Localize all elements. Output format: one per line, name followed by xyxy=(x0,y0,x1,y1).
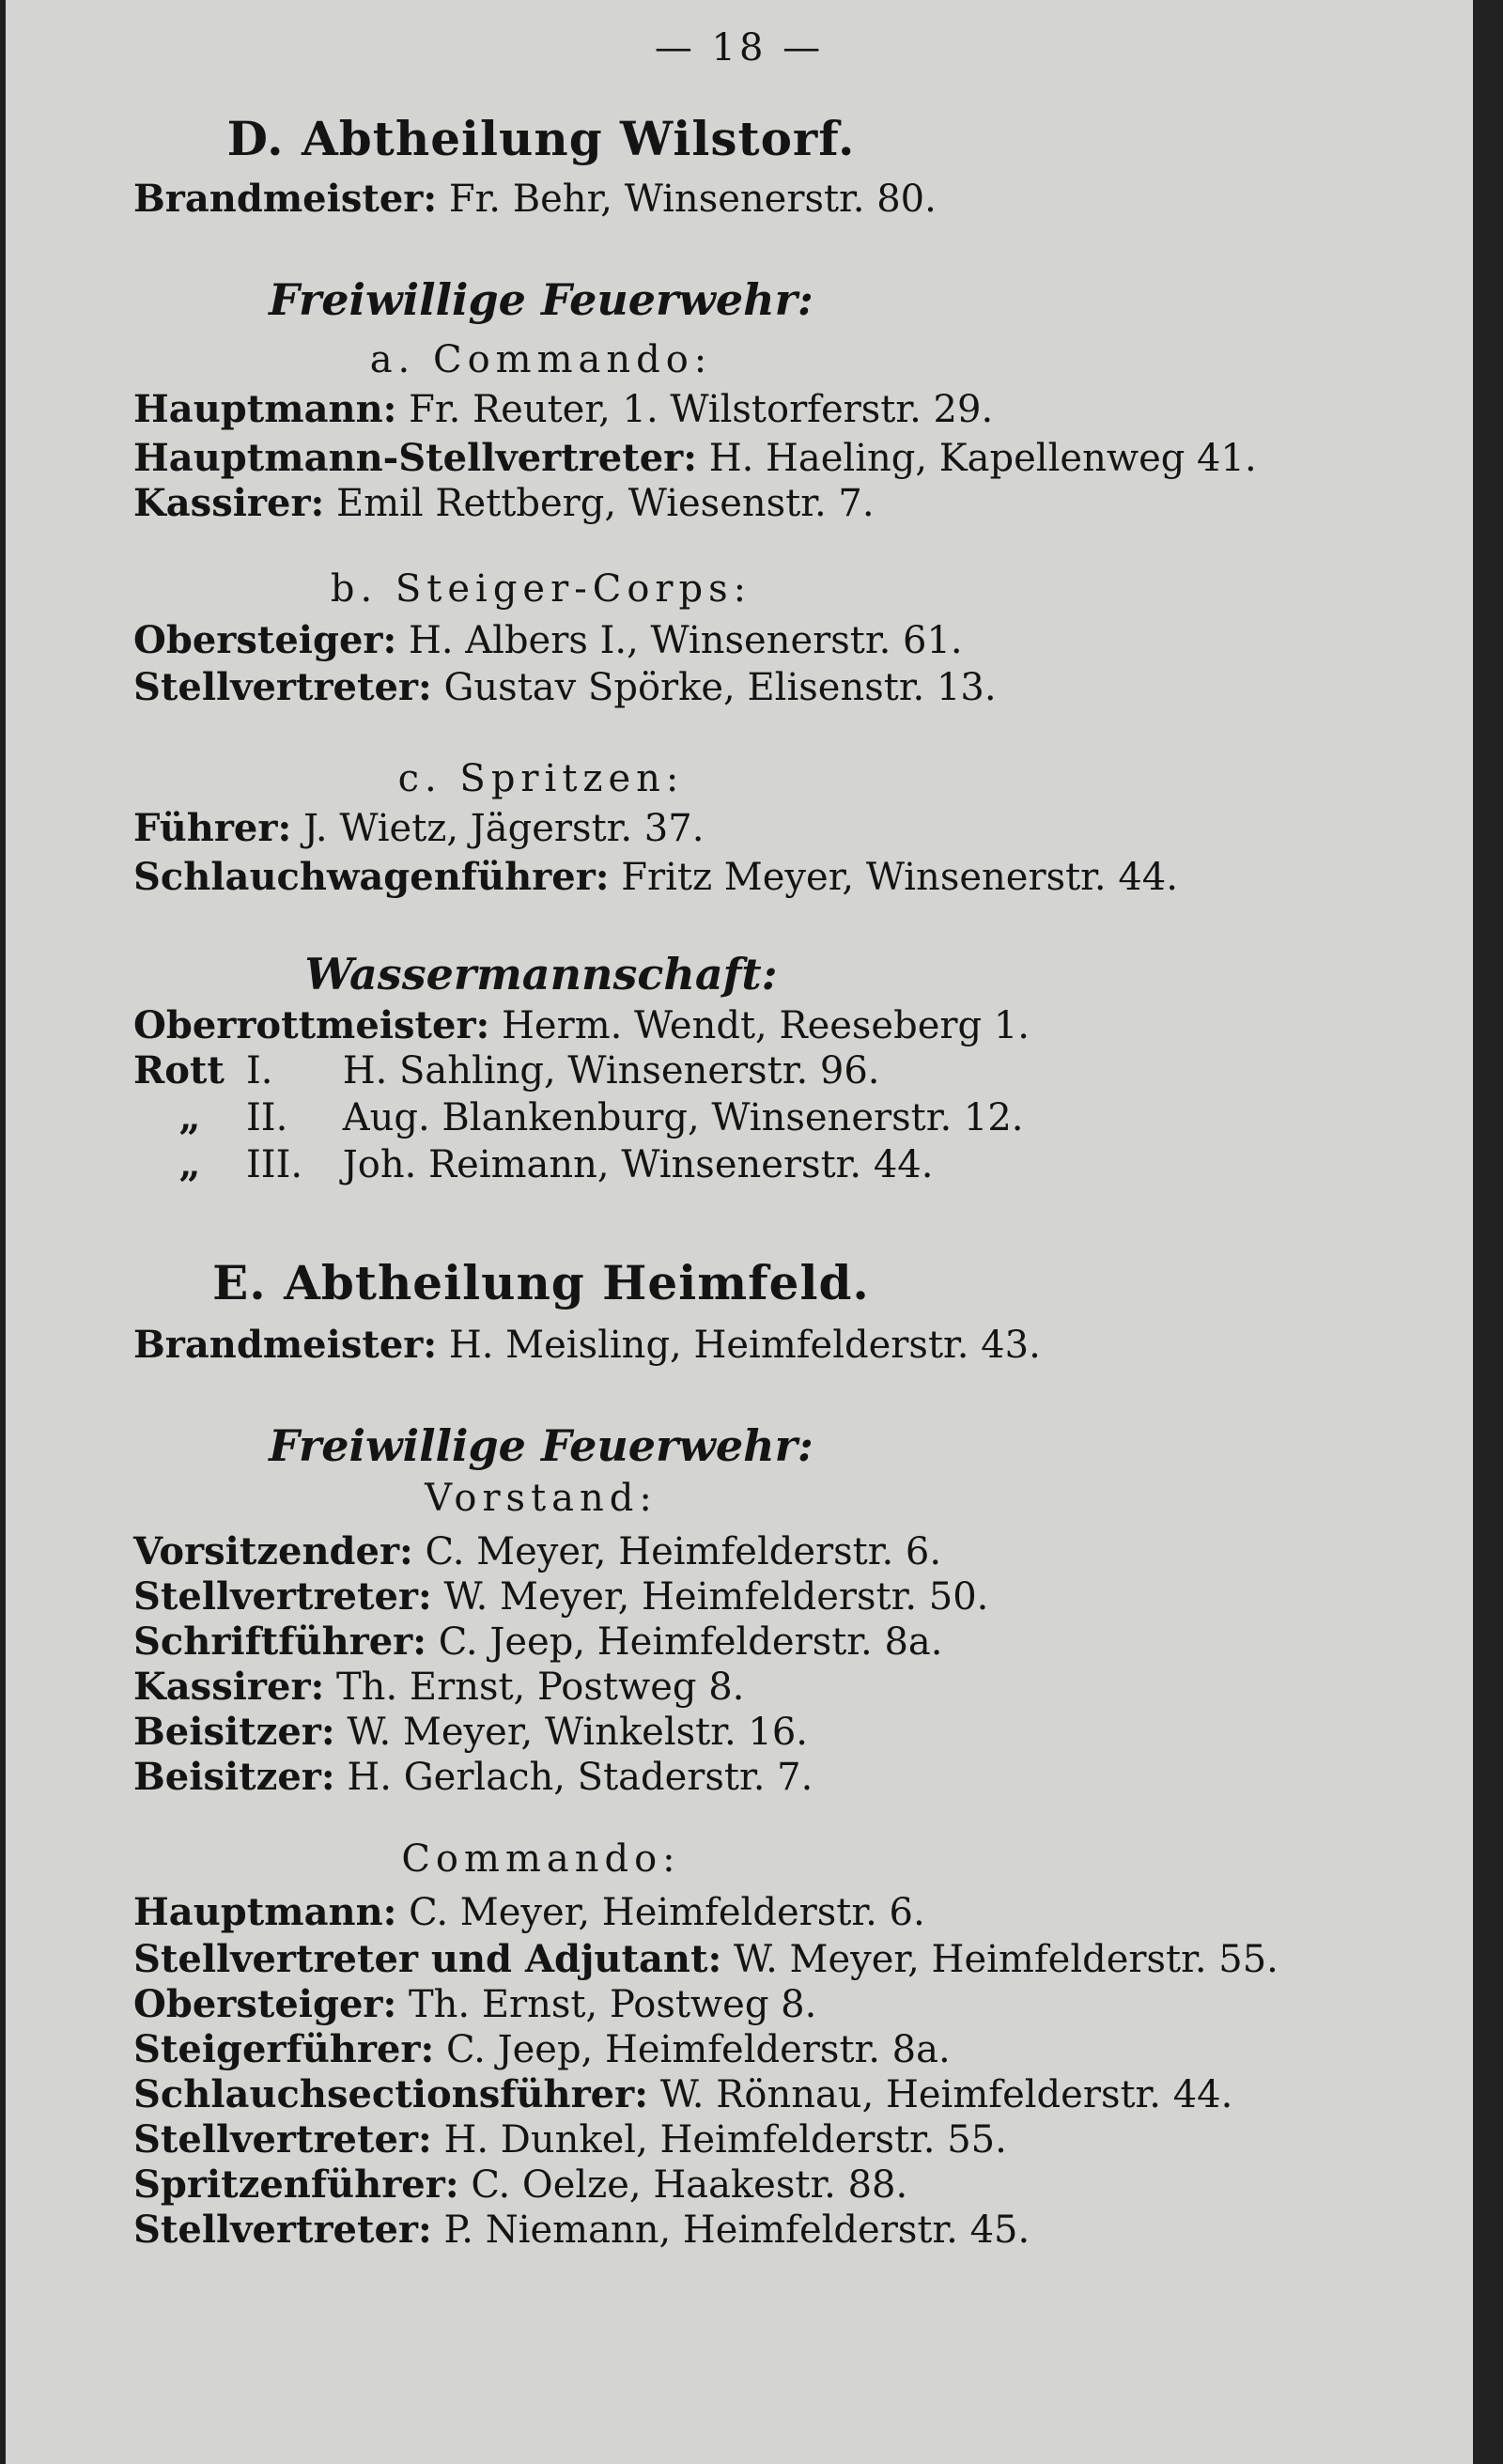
entry-row xyxy=(133,1755,813,1799)
document-page xyxy=(6,0,1473,2464)
entry-label: Führer: xyxy=(133,806,292,850)
entry-label: Hauptmann: xyxy=(133,1890,397,1934)
entry-value: Joh. Reimann, Winsenerstr. 44. xyxy=(342,1143,934,1186)
entry-label: Schlauchwagenführer: xyxy=(133,855,610,899)
entry-row xyxy=(133,665,997,709)
entry-row xyxy=(133,1529,941,1573)
rott-number: II. xyxy=(246,1096,288,1139)
entry-row xyxy=(133,618,963,662)
entry-value: W. Meyer, Heimfelderstr. 50. xyxy=(443,1575,989,1619)
entry-label: Schlauchsectionsführer: xyxy=(133,2072,648,2116)
rott-row xyxy=(133,1048,880,1093)
entry-label: Spritzenführer: xyxy=(133,2162,459,2207)
entry-label: Steigerführer: xyxy=(133,2027,435,2071)
entry-label: Stellvertreter: xyxy=(133,2208,432,2252)
entry-row xyxy=(133,2027,951,2071)
entry-row xyxy=(133,2117,1007,2162)
entry-value: Herm. Wendt, Reeseberg 1. xyxy=(502,1004,1030,1047)
entry-label: Stellvertreter: xyxy=(133,1574,432,1619)
entry-value: P. Niemann, Heimfelderstr. 45. xyxy=(443,2208,1030,2252)
entry-value: Gustav Spörke, Elisenstr. 13. xyxy=(443,666,997,709)
entry-label: Brandmeister: xyxy=(133,177,438,221)
rott-row xyxy=(133,1095,1023,1139)
section-e-fw-title: Freiwillige Feuerwehr: xyxy=(269,1420,813,1471)
section-d-title: D. Abtheilung Wilstorf. xyxy=(226,111,856,166)
entry-label: Obersteiger: xyxy=(133,618,397,662)
entry-value: Aug. Blankenburg, Winsenerstr. 12. xyxy=(342,1096,1024,1139)
entry-value: H. Albers I., Winsenerstr. 61. xyxy=(408,619,963,662)
entry-value: C. Jeep, Heimfelderstr. 8a. xyxy=(438,1620,943,1664)
section-d-spritzen-title: c. Spritzen: xyxy=(397,757,685,800)
entry-label: Stellvertreter: xyxy=(133,665,432,709)
section-d-steiger-title: b. Steiger-Corps: xyxy=(330,567,752,611)
entry-label: Hauptmann: xyxy=(133,387,397,431)
rott-prefix: Rott xyxy=(133,1048,225,1093)
entry-value: Emil Rettberg, Wiesenstr. 7. xyxy=(336,482,875,525)
entry-label: Vorsitzender: xyxy=(133,1529,413,1573)
entry-value: J. Wietz, Jägerstr. 37. xyxy=(302,807,705,850)
section-e-vorstand-title: Vorstand: xyxy=(425,1477,658,1520)
entry-label: Beisitzer: xyxy=(133,1710,335,1754)
scan-border xyxy=(1473,0,1503,2464)
rott-number: I. xyxy=(246,1049,273,1093)
entry-row xyxy=(133,2072,1232,2116)
entry-row xyxy=(133,1619,942,1664)
entry-value: W. Meyer, Heimfelderstr. 55. xyxy=(733,1938,1278,1981)
entry-label: Stellvertreter und Adjutant: xyxy=(133,1937,722,1981)
entry-value: H. Sahling, Winsenerstr. 96. xyxy=(342,1049,880,1093)
entry-value: Fr. Reuter, 1. Wilstorferstr. 29. xyxy=(409,388,994,431)
section-e-brandmeister xyxy=(133,1323,1041,1367)
entry-label: Kassirer: xyxy=(133,1665,325,1709)
entry-value: Fr. Behr, Winsenerstr. 80. xyxy=(448,178,937,221)
entry-row xyxy=(133,436,1257,480)
page-number: — 18 — xyxy=(654,26,825,70)
entry-row xyxy=(133,806,704,850)
entry-label: Oberrottmeister: xyxy=(133,1003,490,1047)
rott-number: III. xyxy=(246,1143,303,1186)
entry-row xyxy=(133,2208,1030,2252)
entry-value: Th. Ernst, Postweg 8. xyxy=(336,1666,745,1709)
entry-row xyxy=(133,1890,925,1934)
entry-row xyxy=(133,481,875,525)
entry-value: Fritz Meyer, Winsenerstr. 44. xyxy=(621,856,1178,899)
entry-label: Stellvertreter: xyxy=(133,2117,432,2162)
entry-label: Kassirer: xyxy=(133,481,325,525)
entry-value: H. Haeling, Kapellenweg 41. xyxy=(708,437,1257,480)
entry-value: C. Meyer, Heimfelderstr. 6. xyxy=(425,1530,942,1573)
section-d-commando-title: a. Commando: xyxy=(369,338,713,381)
entry-value: C. Meyer, Heimfelderstr. 6. xyxy=(409,1891,925,1934)
section-e-title: E. Abtheilung Heimfeld. xyxy=(212,1255,870,1310)
entry-value: C. Oelze, Haakestr. 88. xyxy=(471,2163,908,2207)
section-d-fw-title: Freiwillige Feuerwehr: xyxy=(269,274,813,325)
ditto-mark: „ xyxy=(178,1142,201,1186)
entry-value: W. Meyer, Winkelstr. 16. xyxy=(347,1711,809,1754)
section-e-commando-title: Commando: xyxy=(401,1837,681,1881)
entry-label: Obersteiger: xyxy=(133,1982,397,2026)
entry-value: H. Dunkel, Heimfelderstr. 55. xyxy=(443,2118,1007,2162)
entry-label: Brandmeister: xyxy=(133,1323,438,1367)
entry-row xyxy=(133,1003,1030,1047)
entry-label: Schriftführer: xyxy=(133,1619,427,1664)
entry-value: H. Meisling, Heimfelderstr. 43. xyxy=(448,1324,1041,1367)
entry-row xyxy=(133,1665,744,1709)
entry-value: W. Rönnau, Heimfelderstr. 44. xyxy=(659,2073,1233,2116)
entry-row xyxy=(133,1982,816,2026)
entry-row xyxy=(133,1574,988,1619)
entry-value: H. Gerlach, Staderstr. 7. xyxy=(347,1756,813,1799)
section-d-wasser-title: Wassermannschaft: xyxy=(304,949,778,1000)
entry-value: C. Jeep, Heimfelderstr. 8a. xyxy=(445,2028,951,2071)
ditto-mark: „ xyxy=(178,1095,201,1139)
entry-row xyxy=(133,1937,1278,1981)
section-d-brandmeister xyxy=(133,177,937,221)
entry-row xyxy=(133,1710,808,1754)
rott-row xyxy=(133,1142,933,1186)
entry-row xyxy=(133,387,993,431)
entry-label: Beisitzer: xyxy=(133,1755,335,1799)
entry-row xyxy=(133,2162,907,2207)
entry-value: Th. Ernst, Postweg 8. xyxy=(408,1983,817,2026)
entry-label: Hauptmann-Stellvertreter: xyxy=(133,436,697,480)
entry-row xyxy=(133,855,1178,899)
